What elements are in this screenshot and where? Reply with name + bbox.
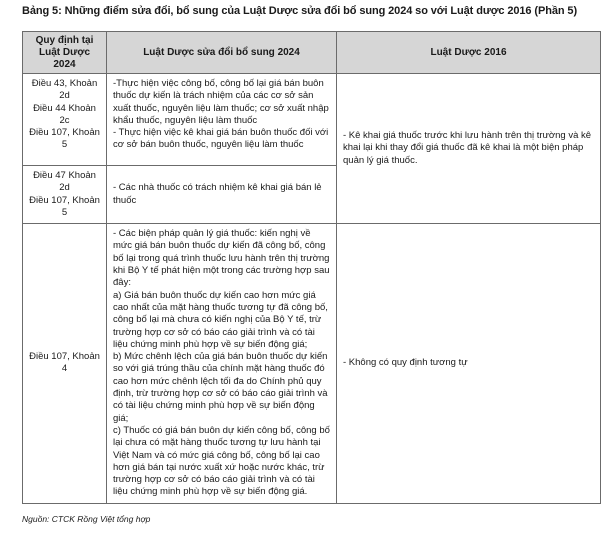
provision-cell <box>23 224 107 504</box>
law-2016-text: - Không có quy định tương tự <box>343 357 468 369</box>
comparison-table <box>22 31 601 504</box>
amended-item: - Các nhà thuốc có trách nhiệm kê khai giá bán lẻ thuốc <box>113 182 322 206</box>
provision-cell <box>23 74 107 166</box>
provision-cell <box>23 166 107 224</box>
amended-item: -Thực hiện việc công bố, công bố lại giá bán buôn thuốc dự kiến là trách nhiệm của các cơ sở sản xuất thuốc, nguyên liệu làm thuốc; cơ sở xuất nhập khẩu thuốc, nguyên liệu làm thuốc <box>113 78 329 126</box>
amended-cell <box>107 224 337 504</box>
source-note: Nguồn: CTCK Rồng Việt tổng hợp <box>22 514 151 524</box>
amended-item: a) Giá bán buôn thuốc dự kiến cao hơn mức giá cao nhất của mặt hàng thuốc tương tự đã công bố, công bố lại mà chưa có kiến nghị của Bộ Y tế, trừ trường hợp cơ sở có báo cáo giải trình và có tài liệu chứng minh phù hợp về sự biến động giá; <box>113 289 328 350</box>
table-row <box>23 74 601 166</box>
amended-item: - Thực hiện việc kê khai giá bán buôn thuốc đối với cơ sở bán buôn thuốc, nguyên liệu làm thuốc <box>113 127 329 151</box>
amended-item: - Các biện pháp quản lý giá thuốc: kiến nghị về mức giá bán buôn thuốc dự kiến đã công bố, công bố lại trong quá trình thuốc lưu hành trên thị trường khi Bộ Y tế phát hiện một trong các trường hợp sau đây: <box>113 228 330 289</box>
law-2016-cell <box>337 74 601 224</box>
table-row <box>23 224 601 504</box>
amended-cell <box>107 74 337 166</box>
header-amended-law: Luật Dược sửa đổi bổ sung 2024 <box>107 32 337 74</box>
amended-item: c) Thuốc có giá bán buôn dự kiến công bố, công bố lại chưa có mặt hàng thuốc tương tự lưu hành tại Việt Nam và có mức giá công bố, công bố lại cao hơn giá bán tại nước xuất xứ hoặc nước khác, trừ trường hợp cơ sở có báo cáo giải trình và có tài liệu chứng minh phù hợp về sự biến động giá. <box>113 424 330 498</box>
law-2016-cell <box>337 224 601 504</box>
header-law-2016: Luật Dược 2016 <box>337 32 601 74</box>
provision-ref: Điều 47 Khoản 2d Điều 107, Khoản 5 <box>29 170 100 218</box>
table-header-row <box>23 32 601 74</box>
provision-ref: Điều 43, Khoản 2d Điều 44 Khoản 2c Điều 107, Khoản 5 <box>29 78 100 151</box>
amended-cell <box>107 166 337 224</box>
law-2016-text: - Kê khai giá thuốc trước khi lưu hành trên thị trường và kê khai lại khi thay đổi giá thuốc đã kê khai là một biện pháp quản lý giá thuốc. <box>343 130 592 166</box>
table-title: Bảng 5: Những điểm sửa đổi, bổ sung của Luật Dược sửa đổi bổ sung 2024 so với Luật dược 2016 (Phần 5) <box>22 5 578 17</box>
amended-item: b) Mức chênh lệch của giá bán buôn thuốc dự kiến so với giá trúng thầu của chính mặt hàng thuốc đó cao hơn mức chênh lệch tối đa do Chính phủ quy định, trừ trường hợp cơ sở có báo cáo giải trình và có tài liệu chứng minh phù hợp về sự biến động giá; <box>113 351 328 424</box>
provision-ref: Điều 107, Khoản 4 <box>29 351 100 375</box>
header-provision: Quy định tại Luật Dược 2024 <box>23 32 107 74</box>
